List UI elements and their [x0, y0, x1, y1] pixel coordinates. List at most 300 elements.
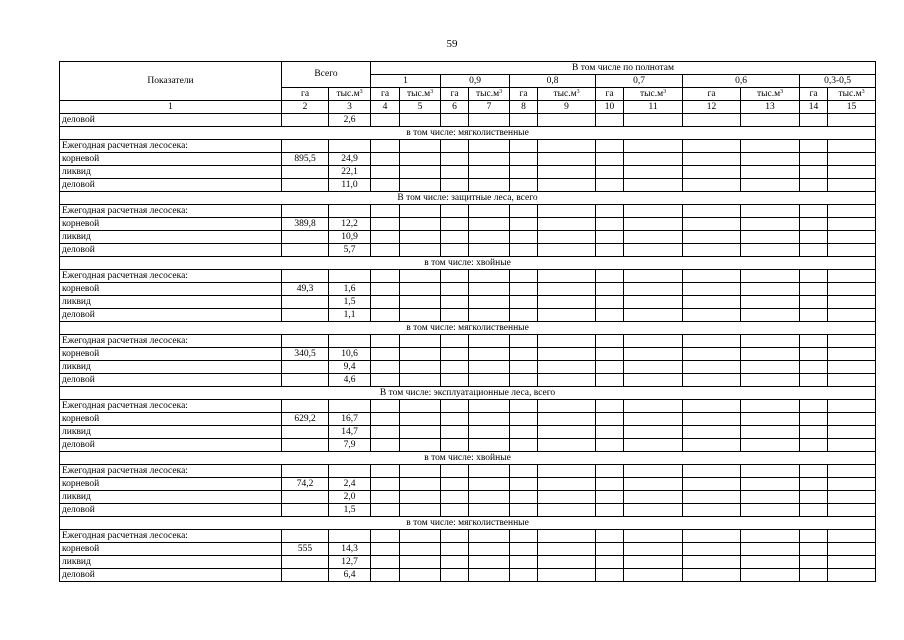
density-cell	[441, 205, 469, 218]
density-cell	[596, 361, 624, 374]
column-number: 3	[329, 101, 371, 114]
header-unit-ha: га	[282, 88, 329, 101]
total-vol-cell	[329, 530, 371, 543]
density-cell	[441, 140, 469, 153]
density-cell	[596, 335, 624, 348]
density-cell	[596, 296, 624, 309]
density-cell	[741, 543, 800, 556]
density-cell	[741, 465, 800, 478]
section-title: в том числе: мягколиственные	[60, 127, 876, 140]
total-ha-cell: 49,3	[282, 283, 329, 296]
total-ha-cell	[282, 439, 329, 452]
density-cell	[800, 361, 828, 374]
density-cell	[741, 244, 800, 257]
density-cell	[510, 218, 538, 231]
density-cell	[538, 309, 596, 322]
density-cell	[596, 400, 624, 413]
density-cell	[510, 270, 538, 283]
density-cell	[828, 296, 876, 309]
density-cell	[828, 270, 876, 283]
density-cell	[400, 504, 441, 517]
density-cell	[624, 556, 683, 569]
density-cell	[510, 309, 538, 322]
density-cell	[683, 491, 741, 504]
total-ha-cell	[282, 400, 329, 413]
density-cell	[624, 205, 683, 218]
density-cell	[800, 270, 828, 283]
header-unit-vol	[538, 88, 596, 101]
density-cell	[596, 205, 624, 218]
density-cell	[683, 270, 741, 283]
density-cell	[828, 114, 876, 127]
density-cell	[538, 270, 596, 283]
total-vol-cell: 1,6	[329, 283, 371, 296]
density-cell	[510, 400, 538, 413]
table-row	[60, 335, 876, 348]
density-cell	[683, 153, 741, 166]
total-vol-cell: 10,9	[329, 231, 371, 244]
total-ha-cell: 555	[282, 543, 329, 556]
density-cell	[469, 309, 510, 322]
table-row	[60, 569, 876, 582]
density-cell	[400, 413, 441, 426]
row-label: Ежегодная расчетная лесосека:	[60, 205, 282, 218]
density-cell	[596, 153, 624, 166]
density-cell	[538, 179, 596, 192]
total-ha-cell	[282, 166, 329, 179]
density-cell	[683, 309, 741, 322]
density-cell	[828, 439, 876, 452]
density-cell	[624, 348, 683, 361]
unit-vol-superscript: 3	[861, 88, 865, 95]
total-vol-cell: 10,6	[329, 348, 371, 361]
density-cell	[624, 504, 683, 517]
total-vol-cell: 16,7	[329, 413, 371, 426]
density-cell	[371, 309, 400, 322]
density-cell	[538, 335, 596, 348]
total-vol-cell: 22,1	[329, 166, 371, 179]
density-cell	[469, 153, 510, 166]
density-cell	[683, 361, 741, 374]
density-cell	[400, 491, 441, 504]
header-unit-ha: га	[371, 88, 400, 101]
row-label: деловой	[60, 114, 282, 127]
density-cell	[683, 283, 741, 296]
density-cell	[828, 569, 876, 582]
density-cell	[683, 218, 741, 231]
density-cell	[510, 530, 538, 543]
column-number: 15	[828, 101, 876, 114]
table-row	[60, 439, 876, 452]
density-cell	[800, 400, 828, 413]
table-row	[60, 231, 876, 244]
row-label: Ежегодная расчетная лесосека:	[60, 400, 282, 413]
density-cell	[510, 491, 538, 504]
table-row	[60, 179, 876, 192]
density-cell	[510, 556, 538, 569]
column-number: 14	[800, 101, 828, 114]
density-cell	[741, 491, 800, 504]
density-cell	[371, 374, 400, 387]
density-cell	[624, 569, 683, 582]
row-label: ликвид	[60, 166, 282, 179]
density-cell	[510, 335, 538, 348]
density-cell	[469, 400, 510, 413]
section-row	[60, 322, 876, 335]
density-cell	[400, 205, 441, 218]
density-cell	[371, 426, 400, 439]
density-cell	[538, 140, 596, 153]
density-cell	[828, 361, 876, 374]
density-cell	[441, 283, 469, 296]
header-unit-vol	[469, 88, 510, 101]
row-label: ликвид	[60, 426, 282, 439]
section-title: В том числе: защитные леса, всего	[60, 192, 876, 205]
total-vol-cell: 9,4	[329, 361, 371, 374]
total-vol-cell: 14,7	[329, 426, 371, 439]
density-cell	[741, 426, 800, 439]
density-cell	[828, 491, 876, 504]
density-cell	[741, 283, 800, 296]
unit-vol-superscript: 3	[359, 88, 363, 95]
total-ha-cell	[282, 231, 329, 244]
total-ha-cell	[282, 491, 329, 504]
density-cell	[441, 426, 469, 439]
density-cell	[538, 556, 596, 569]
density-cell	[741, 478, 800, 491]
density-cell	[371, 283, 400, 296]
total-vol-cell: 24,9	[329, 153, 371, 166]
density-cell	[800, 153, 828, 166]
column-number: 1	[60, 101, 282, 114]
density-cell	[400, 153, 441, 166]
section-title: В том числе: эксплуатационные леса, всего	[60, 387, 876, 400]
section-row	[60, 127, 876, 140]
density-cell	[683, 530, 741, 543]
row-label: Ежегодная расчетная лесосека:	[60, 335, 282, 348]
density-cell	[828, 218, 876, 231]
total-ha-cell	[282, 296, 329, 309]
table-row	[60, 413, 876, 426]
total-ha-cell	[282, 569, 329, 582]
density-cell	[800, 478, 828, 491]
density-cell	[441, 543, 469, 556]
density-cell	[441, 361, 469, 374]
header-unit-ha: га	[510, 88, 538, 101]
row-label: ликвид	[60, 491, 282, 504]
density-cell	[371, 491, 400, 504]
density-cell	[828, 426, 876, 439]
unit-vol-superscript: 3	[430, 88, 434, 95]
total-ha-cell	[282, 270, 329, 283]
density-cell	[371, 400, 400, 413]
density-cell	[371, 335, 400, 348]
table-row	[60, 491, 876, 504]
density-cell	[538, 543, 596, 556]
unit-vol-text: тыс.м	[639, 88, 664, 99]
total-ha-cell	[282, 556, 329, 569]
density-cell	[510, 153, 538, 166]
density-cell	[800, 491, 828, 504]
density-cell	[596, 348, 624, 361]
density-cell	[538, 413, 596, 426]
row-label: Ежегодная расчетная лесосека:	[60, 270, 282, 283]
section-row	[60, 257, 876, 270]
density-cell	[683, 543, 741, 556]
density-cell	[624, 179, 683, 192]
density-cell	[741, 231, 800, 244]
row-label: деловой	[60, 179, 282, 192]
header-unit-vol	[624, 88, 683, 101]
density-cell	[371, 296, 400, 309]
total-ha-cell	[282, 426, 329, 439]
density-cell	[538, 504, 596, 517]
density-cell	[624, 465, 683, 478]
row-label: корневой	[60, 478, 282, 491]
density-cell	[741, 114, 800, 127]
row-label: корневой	[60, 153, 282, 166]
density-cell	[371, 231, 400, 244]
total-vol-cell: 2,4	[329, 478, 371, 491]
density-cell	[371, 556, 400, 569]
density-cell	[800, 413, 828, 426]
total-vol-cell	[329, 270, 371, 283]
forest-cutting-table	[59, 61, 876, 582]
density-cell	[624, 140, 683, 153]
density-cell	[371, 413, 400, 426]
density-cell	[510, 439, 538, 452]
density-cell	[441, 153, 469, 166]
density-cell	[596, 244, 624, 257]
row-label: деловой	[60, 309, 282, 322]
density-cell	[469, 114, 510, 127]
density-cell	[371, 270, 400, 283]
density-cell	[828, 335, 876, 348]
density-cell	[538, 465, 596, 478]
section-title: в том числе: хвойные	[60, 257, 876, 270]
density-cell	[510, 361, 538, 374]
column-number: 9	[538, 101, 596, 114]
density-cell	[441, 465, 469, 478]
density-cell	[510, 426, 538, 439]
row-label: корневой	[60, 218, 282, 231]
density-cell	[683, 114, 741, 127]
density-cell	[510, 166, 538, 179]
header-density: 0,8	[510, 75, 596, 88]
header-unit-vol	[828, 88, 876, 101]
density-cell	[371, 348, 400, 361]
density-cell	[538, 374, 596, 387]
total-vol-cell: 12,7	[329, 556, 371, 569]
column-number: 7	[469, 101, 510, 114]
density-cell	[371, 205, 400, 218]
density-cell	[800, 283, 828, 296]
total-vol-cell: 2,6	[329, 114, 371, 127]
density-cell	[441, 569, 469, 582]
density-cell	[828, 413, 876, 426]
density-cell	[800, 530, 828, 543]
row-label: Ежегодная расчетная лесосека:	[60, 530, 282, 543]
density-cell	[741, 400, 800, 413]
table-row	[60, 296, 876, 309]
table-row	[60, 530, 876, 543]
density-cell	[828, 166, 876, 179]
row-label: деловой	[60, 374, 282, 387]
total-ha-cell	[282, 374, 329, 387]
density-cell	[400, 270, 441, 283]
table-row	[60, 153, 876, 166]
density-cell	[441, 179, 469, 192]
density-cell	[596, 569, 624, 582]
density-cell	[828, 400, 876, 413]
total-ha-cell	[282, 309, 329, 322]
density-cell	[800, 556, 828, 569]
density-cell	[469, 491, 510, 504]
density-cell	[441, 556, 469, 569]
header-density: 0,6	[683, 75, 800, 88]
density-cell	[469, 283, 510, 296]
table-row	[60, 543, 876, 556]
density-cell	[510, 504, 538, 517]
table-row	[60, 361, 876, 374]
table-row	[60, 374, 876, 387]
density-cell	[828, 543, 876, 556]
table-row	[60, 556, 876, 569]
density-cell	[741, 556, 800, 569]
density-cell	[828, 478, 876, 491]
density-cell	[469, 179, 510, 192]
header-unit-ha: га	[683, 88, 741, 101]
density-cell	[624, 296, 683, 309]
unit-vol-text: тыс.м	[838, 88, 862, 99]
density-cell	[510, 231, 538, 244]
total-ha-cell	[282, 530, 329, 543]
density-cell	[469, 361, 510, 374]
density-cell	[400, 309, 441, 322]
density-cell	[510, 283, 538, 296]
density-cell	[624, 426, 683, 439]
density-cell	[371, 478, 400, 491]
table-row	[60, 348, 876, 361]
density-cell	[441, 218, 469, 231]
density-cell	[624, 439, 683, 452]
density-cell	[683, 348, 741, 361]
header-density: 0,9	[441, 75, 510, 88]
unit-vol-text: тыс.м	[553, 88, 577, 99]
density-cell	[800, 179, 828, 192]
section-title: в том числе: хвойные	[60, 452, 876, 465]
density-cell	[538, 114, 596, 127]
density-cell	[400, 439, 441, 452]
total-vol-cell: 6,4	[329, 569, 371, 582]
column-number: 8	[510, 101, 538, 114]
density-cell	[800, 296, 828, 309]
column-number: 2	[282, 101, 329, 114]
density-cell	[683, 504, 741, 517]
density-cell	[538, 348, 596, 361]
density-cell	[510, 569, 538, 582]
density-cell	[683, 374, 741, 387]
density-cell	[510, 374, 538, 387]
density-cell	[624, 374, 683, 387]
total-ha-cell	[282, 140, 329, 153]
header-row-col-numbers	[60, 101, 876, 114]
density-cell	[469, 231, 510, 244]
total-vol-cell	[329, 465, 371, 478]
header-unit-vol	[400, 88, 441, 101]
total-vol-cell: 1,5	[329, 504, 371, 517]
unit-vol-text: тыс.м	[475, 88, 500, 99]
density-cell	[741, 166, 800, 179]
density-cell	[624, 244, 683, 257]
density-cell	[683, 231, 741, 244]
density-cell	[596, 140, 624, 153]
density-cell	[538, 218, 596, 231]
density-cell	[741, 179, 800, 192]
total-ha-cell	[282, 179, 329, 192]
density-cell	[441, 231, 469, 244]
density-cell	[400, 296, 441, 309]
density-cell	[510, 348, 538, 361]
density-cell	[624, 491, 683, 504]
total-vol-cell: 12,2	[329, 218, 371, 231]
table-row	[60, 309, 876, 322]
table-row	[60, 504, 876, 517]
total-ha-cell: 629,2	[282, 413, 329, 426]
density-cell	[596, 231, 624, 244]
total-vol-cell	[329, 140, 371, 153]
density-cell	[624, 166, 683, 179]
density-cell	[624, 478, 683, 491]
density-cell	[828, 179, 876, 192]
total-ha-cell	[282, 504, 329, 517]
total-ha-cell	[282, 114, 329, 127]
total-ha-cell	[282, 244, 329, 257]
density-cell	[510, 244, 538, 257]
density-cell	[683, 140, 741, 153]
density-cell	[538, 283, 596, 296]
density-cell	[538, 478, 596, 491]
density-cell	[469, 530, 510, 543]
density-cell	[596, 179, 624, 192]
density-cell	[741, 140, 800, 153]
density-cell	[400, 374, 441, 387]
density-cell	[371, 465, 400, 478]
density-cell	[741, 530, 800, 543]
density-cell	[828, 556, 876, 569]
header-density: 0,7	[596, 75, 683, 88]
density-cell	[683, 179, 741, 192]
density-cell	[596, 270, 624, 283]
density-cell	[741, 439, 800, 452]
density-cell	[400, 231, 441, 244]
density-cell	[441, 114, 469, 127]
density-cell	[596, 114, 624, 127]
density-cell	[741, 374, 800, 387]
table-row	[60, 270, 876, 283]
density-cell	[683, 465, 741, 478]
density-cell	[741, 361, 800, 374]
section-row	[60, 387, 876, 400]
table-row	[60, 283, 876, 296]
density-cell	[828, 465, 876, 478]
table-row	[60, 400, 876, 413]
table-row	[60, 166, 876, 179]
density-cell	[371, 543, 400, 556]
section-row	[60, 452, 876, 465]
density-cell	[624, 231, 683, 244]
density-cell	[469, 478, 510, 491]
